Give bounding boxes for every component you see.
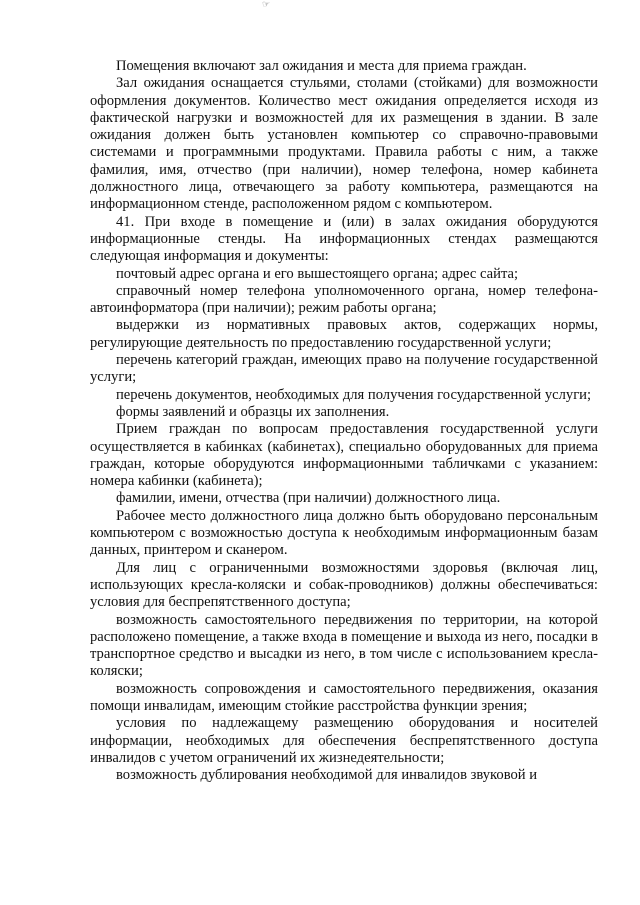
paragraph: справочный номер телефона уполномоченного органа, номер телефона-автоинформатора (при наличии); режим работы органа; xyxy=(90,282,598,317)
paragraph: перечень документов, необходимых для получения государственной услуги; xyxy=(116,386,592,403)
paragraph: возможность дублирования необходимой для инвалидов звуковой и xyxy=(116,767,538,784)
paragraph: 41. При входе в помещение и (или) в залах ожидания оборудуются информационные стенды. На информационных стендах размещаются следующая информация и документы: xyxy=(90,213,598,265)
paragraph: формы заявлений и образцы их заполнения. xyxy=(116,403,390,420)
paragraph: возможность сопровождения и самостоятельного передвижения, оказания помощи инвалидам, имеющим стойкие расстройства функции зрения; xyxy=(90,680,598,714)
paragraph: выдержки из нормативных правовых актов, содержащих нормы, регулирующие деятельность по предоставлению государственной услуги; xyxy=(90,317,598,351)
scan-mark: ☞ xyxy=(262,0,271,10)
paragraph: фамилии, имени, отчества (при наличии) должностного лица. xyxy=(116,490,501,507)
paragraph: Зал ожидания оснащается стульями, столами (стойками) для возможности оформления документов. Количество мест ожидания определяется исходя из фактической нагрузки и возможностей для их размещения в здании. В зале ожидания должен быть установлен компьютер со справочно-правовыми системами и программными продуктами. Правила работы с ним, а также фамилия, имя, отчество (при наличии), номер телефона, номер кабинета должностного лица, отвечающего за работу компьютера, размещаются на информационном стенде, расположенном рядом с компьютером. xyxy=(90,75,598,213)
paragraph: возможность самостоятельного передвижения по территории, на которой расположено помещение, а также входа в помещение и выхода из него, посадки в транспортное средство и высадки из него, в том числе с использованием кресла- коляски; xyxy=(90,611,598,680)
paragraph: Помещения включают зал ожидания и места для приема граждан. xyxy=(116,58,527,74)
paragraph: Для лиц с ограниченными возможностями здоровья (включая лиц, использующих кресла-коляски и собак-проводников) должны обеспечиваться: условия для беспрепятственного доступа; xyxy=(90,559,598,611)
document-body xyxy=(90,58,598,784)
paragraph: перечень категорий граждан, имеющих право на получение государственной услуги; xyxy=(90,352,598,386)
paragraph: Прием граждан по вопросам предоставления государственной услуги осуществляется в кабинках (кабинетах), специально оборудованных для приема граждан, которые оборудуются информационными табличками с указанием: номера кабинки (кабинета); xyxy=(90,421,598,490)
paragraph: условия по надлежащему размещению оборудования и носителей информации, необходимых для обеспечения беспрепятственного доступа инвалидов с учетом ограничений их жизнедеятельности; xyxy=(90,715,598,766)
paragraph: почтовый адрес органа и его вышестоящего органа; адрес сайта; xyxy=(116,265,519,282)
paragraph: Рабочее место должностного лица должно быть оборудовано персональным компьютером с возможностью доступа к необходимым информационным базам данных, принтером и сканером. xyxy=(90,507,598,559)
